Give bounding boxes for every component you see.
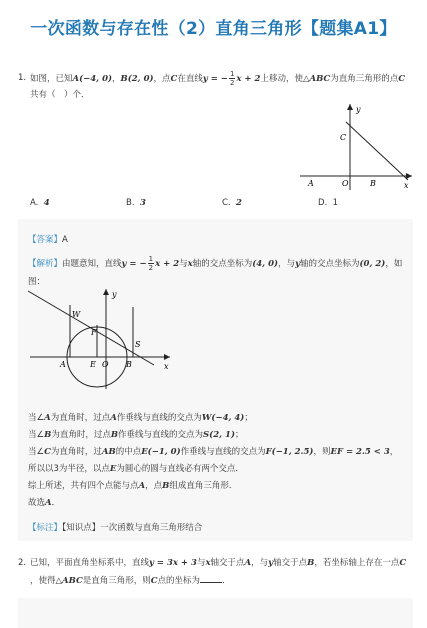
choice-letter: B. (126, 198, 135, 208)
fraction (148, 255, 154, 272)
question-number: 1. (18, 73, 27, 83)
text: 在直线 (177, 74, 203, 84)
text: ，若坐标轴上存在一点 (314, 558, 400, 568)
math: S(2, 1) (203, 430, 235, 440)
math-equation: y = 3x + 3 (149, 558, 197, 568)
answer-tag: 【答案】 (28, 235, 63, 245)
label-o: O (102, 360, 109, 369)
text: 轴的交点坐标为 (192, 259, 253, 269)
label-a: A (308, 179, 314, 188)
text: 轴交于点 (210, 558, 245, 568)
text: 点的坐标为 (157, 576, 201, 586)
y-axis-arrow (103, 289, 109, 295)
analysis-row-2: 图： (28, 277, 46, 287)
math-c: C (170, 74, 178, 84)
math-y: y (268, 558, 274, 568)
text: ，点 (153, 74, 171, 84)
choice-value: 3 (139, 198, 146, 208)
text: ，如 (385, 259, 403, 269)
text: 当∠ (28, 447, 45, 457)
text: ，与 (278, 259, 296, 269)
question-text (30, 554, 418, 590)
text: 为直角时，过点 (50, 413, 111, 423)
text: 综上所述，共有四个点能与点 (28, 481, 139, 491)
line-graph (346, 122, 408, 180)
analysis-line-5 (28, 479, 237, 491)
text: ，则 (313, 447, 331, 457)
label-e: E (90, 360, 96, 369)
page-title: 一次函数与存在性（2）直角三角形【题集A1】 (30, 19, 397, 39)
text: 为直角时，过点 (51, 430, 111, 440)
text: 为圆心的圆与直线必有两个交点． (116, 464, 244, 474)
math-b: B (307, 558, 315, 568)
question-1 (18, 70, 418, 103)
label-y: y (112, 290, 117, 299)
fraction-numerator: 1 (148, 255, 154, 263)
analysis-line-1 (28, 411, 253, 423)
question-text (30, 70, 418, 87)
text: 轴交于点 (273, 558, 308, 568)
answer-panel (18, 219, 413, 541)
text: 已知，平面直角坐标系中，直线 (30, 558, 150, 568)
math: E (109, 464, 117, 474)
choice-letter: C. (222, 198, 231, 208)
label-s: S (135, 340, 141, 349)
math-y: y (295, 259, 301, 269)
label-x: x (404, 181, 409, 190)
fraction-numerator: 1 (229, 70, 235, 78)
choice-d[interactable] (318, 198, 338, 208)
text: 上移动，使△ (260, 74, 310, 84)
text: ； (234, 430, 244, 440)
answer-value: A (62, 235, 68, 245)
analysis-line-6 (28, 496, 60, 508)
math-line-lhs: y = − (121, 259, 147, 269)
math: B (162, 481, 170, 491)
text: 作垂线与直线的交点为 (180, 447, 266, 457)
text: 当∠ (28, 413, 45, 423)
text: ，点 (145, 481, 163, 491)
text: 为直角时，过 (50, 447, 102, 457)
analysis-line-4 (28, 462, 244, 474)
text: 故选 (28, 498, 46, 508)
text: ． (222, 576, 231, 586)
math: A (45, 498, 52, 508)
text: 与 (179, 259, 188, 269)
question-number: 2. (18, 558, 27, 568)
analysis-line-2 (28, 428, 243, 440)
math: EF = 2.5 < 3 (330, 447, 390, 457)
math-x: x (187, 259, 193, 269)
text: ， (112, 74, 121, 84)
math: B (110, 430, 119, 440)
choice-b[interactable] (126, 198, 146, 208)
label-x: x (164, 362, 169, 371)
choice-a[interactable] (30, 198, 50, 208)
math-line-rhs: x + 2 (155, 259, 180, 269)
x-axis-arrow (406, 173, 412, 179)
math-point-a: A(−4, 0) (72, 74, 113, 84)
y-axis-arrow (347, 104, 353, 110)
analysis-line-3 (28, 445, 398, 457)
text: 的中点 (115, 447, 142, 457)
math-triangle: ABC (62, 576, 83, 586)
text: 是直角三角形，则 (82, 576, 151, 586)
math: F(−1, 2.5) (265, 447, 314, 457)
choice-value: 1 (332, 198, 339, 208)
choice-value: 2 (236, 198, 242, 208)
text: 与 (196, 558, 206, 568)
text: 如图，已知 (30, 74, 73, 84)
math-point: (4, 0) (252, 259, 279, 269)
math: AB (101, 447, 116, 457)
text: 作垂线与直线的交点为 (118, 430, 204, 440)
label-y: y (356, 105, 361, 114)
math-c: C (399, 558, 407, 568)
math-point-b: B(2, 0) (120, 74, 154, 84)
choice-c[interactable] (222, 198, 242, 208)
figure-1 (296, 100, 416, 195)
label-b: B (126, 360, 132, 369)
math-x: x (205, 558, 211, 568)
text: 组成直角三角形． (169, 481, 238, 491)
math: B (44, 430, 52, 440)
x-axis-arrow (164, 354, 170, 360)
text: 轴的交点坐标为 (300, 259, 360, 269)
text: ，使得△ (30, 576, 63, 586)
question-text-line2: 共有（ ）个． (30, 90, 90, 100)
note-row (28, 521, 202, 533)
math-line-lhs: y = − (202, 74, 228, 84)
question-2 (18, 554, 418, 590)
text: 为直角三角形的点 (330, 74, 399, 84)
fraction-denominator: 2 (148, 264, 154, 272)
text: 所以以3为半径，以点 (28, 464, 110, 474)
choice-letter: D. (318, 198, 328, 208)
label-f: F (91, 328, 97, 337)
label-c: C (340, 133, 347, 142)
answer-panel-2 (18, 598, 413, 628)
text: ，与 (251, 558, 269, 568)
math: C (44, 447, 51, 457)
note-text: 【知识点】一次函数与直角三角形结合 (62, 523, 203, 533)
math: A (110, 413, 117, 423)
math-point: (0, 2) (359, 259, 386, 269)
analysis-row (28, 255, 402, 272)
math: A (44, 413, 51, 423)
text: ； (244, 413, 253, 423)
label-a: A (60, 360, 66, 369)
text: 作垂线与直线的交点为 (116, 413, 202, 423)
math-line-rhs: x + 2 (236, 74, 261, 84)
math: W(−4, 4) (201, 413, 245, 423)
text: 当∠ (28, 430, 45, 440)
choice-value: 4 (43, 198, 50, 208)
math-c: C (150, 576, 158, 586)
text: ， (389, 447, 399, 457)
label-b: B (370, 179, 376, 188)
figure-2 (26, 285, 176, 395)
text: ． (51, 498, 61, 508)
label-o: O (342, 179, 349, 188)
math-a: A (244, 558, 252, 568)
analysis-tag: 【解析】 (28, 259, 63, 269)
fraction (229, 70, 235, 87)
answer-row (28, 233, 68, 245)
text: 由题意知，直线 (62, 259, 122, 269)
answer-blank[interactable] (200, 572, 222, 583)
fraction-denominator: 2 (229, 79, 235, 87)
math: A (138, 481, 146, 491)
note-tag: 【标注】 (28, 523, 63, 533)
math: E(−1, 0) (141, 447, 181, 457)
label-w: W (72, 310, 81, 319)
math-triangle: ABC (309, 74, 331, 84)
math-c: C (398, 74, 405, 84)
choice-letter: A. (30, 198, 39, 208)
